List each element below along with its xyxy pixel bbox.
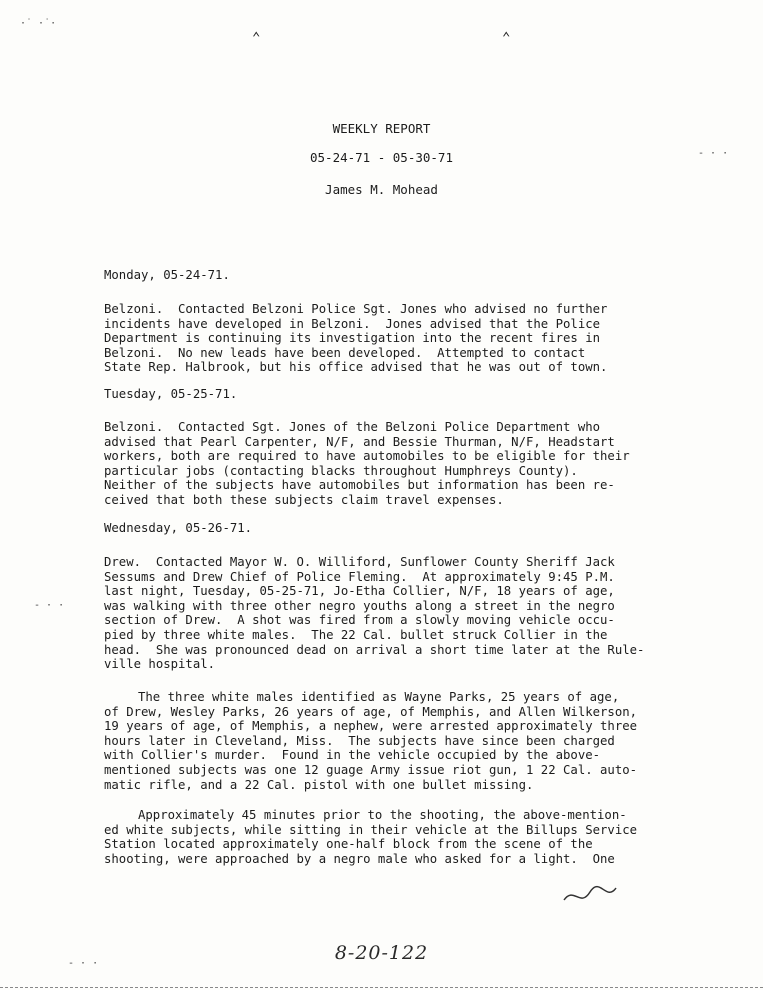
scan-speck: ·˙ ·˙· (20, 18, 57, 29)
report-author: James M. Mohead (325, 182, 438, 197)
entry-paragraph: Belzoni. Contacted Belzoni Police Sgt. Jones who advised no further incidents have developed in Belzoni. Jones advised that the Police Department is continuing its investigation into the recent fires in Belzoni. No new leads have been developed. Attempted to contact State Rep. Halbrook, but his office advised that he was out of town. (104, 302, 608, 375)
entry-date-monday: Monday, 05-24-71. (104, 268, 230, 282)
punch-mark-left: ⌃ (252, 30, 261, 46)
entry-date-wednesday: Wednesday, 05-26-71. (104, 521, 253, 535)
entry-date-tuesday: Tuesday, 05-25-71. (104, 387, 238, 401)
entry-paragraph: Drew. Contacted Mayor W. O. Williford, Sunflower County Sheriff Jack Sessums and Drew Chief of Police Fleming. At approximately 9:45 P.M. last night, Tuesday, 05-25-71, Jo-Etha Collier, N/F, 18 years of age, was walking with three other negro youths along a street in the negro section of Drew. A shot was fired from a slowly moving vehicle occu- pied by three white males. The 22 Cal. bullet struck Collier in the head. She was pronounced dead on arrival a short time later at the Rule- ville hospital. (104, 555, 645, 672)
handwritten-scribble (560, 880, 620, 910)
scan-speck: - · · (68, 958, 99, 969)
scan-speck: - · · (698, 148, 729, 159)
report-title: WEEKLY REPORT (332, 121, 431, 136)
report-dates: 05-24-71 - 05-30-71 (310, 150, 453, 165)
entry-paragraph: Belzoni. Contacted Sgt. Jones of the Belzoni Police Department who advised that Pearl Carpenter, N/F, and Bessie Thurman, N/F, Headstart workers, both are required to have automobiles to be eligible for their particular jobs (contacting blacks throughout Humphreys County). Neither of the subjects have automobiles but information has been re- ceived that both these subjects claim travel expenses. (104, 420, 630, 507)
scan-speck: - · · (34, 600, 65, 611)
page-edge-divider (0, 987, 763, 988)
punch-mark-right: ⌃ (502, 30, 511, 46)
entry-paragraph: Approximately 45 minutes prior to the shooting, the above-mention- ed white subjects, while sitting in their vehicle at the Billups Service Station located approximately one-half block from the scene of the shooting, were approached by a negro male who asked for a light. One (104, 808, 638, 866)
entry-paragraph: The three white males identified as Wayne Parks, 25 years of age, of Drew, Wesley Parks, 26 years of age, of Memphis, and Allen Wilkerson, 19 years of age, of Memphis, a nephew, were arrested approximately three hours later in Cleveland, Miss. The subjects have since been charged with Collier's murder. Found in the vehicle occupied by the above- mentioned subjects was one 12 guage Army issue riot gun, 1 22 Cal. auto- matic rifle, and a 22 Cal. pistol with one bullet missing. (104, 690, 638, 792)
page-code: 8-20-122 (334, 942, 429, 964)
